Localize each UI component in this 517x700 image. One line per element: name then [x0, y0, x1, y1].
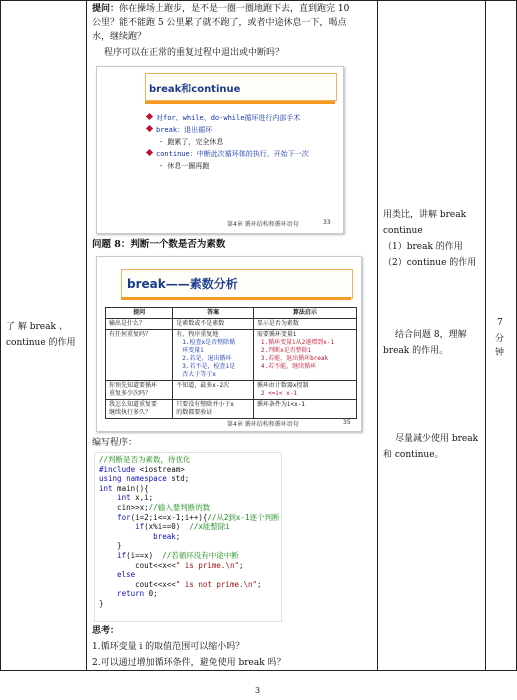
code-line: else [99, 570, 136, 580]
code-comment: //若循环没有中途中断 [162, 550, 239, 560]
code-block [94, 452, 282, 622]
cell-line: 循环由计数器x控制 [256, 382, 309, 389]
slide-2-title: break——素数分析 [127, 277, 238, 291]
code-line: for [99, 512, 131, 522]
activity-line-1: 用类比，讲解 break [383, 210, 467, 220]
think-question-2: 2.可以通过增加循环条件，避免使用 break 吗？ [92, 658, 286, 668]
slide-1-title: break和continue [149, 84, 241, 95]
cell: 不知道，最多x-2次 [173, 381, 254, 400]
slide-1-bullet-3: continue：中断此次循环体的执行，开始下一次 [147, 149, 309, 159]
cell [173, 330, 254, 381]
question-label: 提问： [92, 4, 120, 14]
code-line: if [99, 550, 127, 560]
code-line: //判断是否为素数，待优化 [99, 455, 191, 464]
slide-prime-analysis [96, 256, 362, 432]
cell-line: 的数都要验证 [176, 409, 213, 416]
col-divider-1 [86, 0, 87, 670]
cell-line: 1.检查x是否整除循 [182, 339, 236, 346]
code-line: } [99, 598, 104, 608]
question-8-heading: 问题 8：判断一个数是否为素数 [92, 239, 226, 250]
cell-line: 有，程序重复地 [176, 331, 219, 338]
cell [173, 400, 254, 419]
cell-line: 2.判断x是否整除i [260, 347, 312, 354]
cell: 显示是否为素数 [253, 319, 356, 330]
slide-title-underline [145, 101, 335, 104]
question-line-2: 公里？能不能跑 5 公里累了就不跑了，或者中途休息一下，喝点 [92, 18, 347, 28]
page-number: 3 [255, 686, 261, 695]
cell [106, 400, 173, 419]
cell-line: 需要循环变量i [256, 331, 297, 338]
slide-1-page: 33 [323, 219, 331, 226]
code-line: int [99, 483, 113, 493]
col-divider-3 [485, 0, 486, 670]
activity-line-2: continue [383, 226, 423, 236]
cell-line: 你预先知道要循环 [109, 382, 158, 389]
table-row [106, 400, 357, 419]
code-token: (x%i==0) [144, 522, 190, 532]
question-line-3: 水，继续跑？ [92, 32, 147, 42]
question-line-1: 你在操场上跑步，是不是一圈一圈地跑下去，直到跑完 10 [119, 4, 350, 14]
slide-1-footer: 第4章 循环结构和循环语句 [227, 221, 299, 228]
slide-2-title-underline [121, 297, 351, 300]
cell-line: 环变量i [182, 347, 204, 354]
code-line: cin>>x; [99, 502, 149, 512]
table-header-row [106, 308, 357, 319]
table-top-border [0, 0, 517, 1]
code-token: x,i; [130, 493, 154, 503]
activity-line-7: 尽量减少使用 break [395, 434, 479, 444]
code-line: if [99, 522, 145, 532]
code-line: } [99, 541, 122, 551]
cell-line: 2 <=i< x-1 [260, 390, 297, 397]
program-label: 编写程序： [92, 438, 138, 448]
code-token: ; [238, 560, 244, 570]
slide-1-bullet-1: 对for、while、do-while循环进行内部手术 [147, 113, 300, 123]
code-string: " is prime.\n" [175, 560, 239, 570]
table-left-border [0, 0, 1, 670]
header-algorithm: 算法启示 [253, 308, 356, 319]
code-token: std; [166, 474, 190, 484]
activity-line-5: 结合问题 8，理解 [395, 330, 467, 340]
time-unit-1: 分 [495, 334, 505, 344]
cell-line: 我怎么知道重复要 [109, 401, 158, 408]
col-divider-2 [377, 0, 378, 670]
code-line: using namespace [99, 474, 167, 484]
time-unit-2: 钟 [495, 348, 505, 358]
table-row [106, 319, 357, 330]
code-comment: //从2到x-1逐个判断 [207, 512, 280, 522]
code-line: cout<<x<< [99, 579, 176, 589]
think-label: 思考： [92, 626, 120, 636]
code-line: return [99, 589, 145, 599]
objective-line-2: continue 的作用 [6, 338, 76, 348]
slide-break-continue [96, 66, 344, 234]
cell: 输出是什么？ [106, 319, 173, 330]
time-number: 7 [497, 318, 503, 328]
code-comment: //输入要判断的数 [148, 502, 211, 512]
activity-line-4: （2）continue 的作用 [383, 258, 477, 268]
slide-1-bullet-2: break：退出循环 [147, 125, 212, 135]
cell-line: 重复多少次吗？ [109, 390, 152, 397]
slide-2-footer: 第4章 循环结构和循环语句 [227, 421, 299, 428]
cell-line: 只要没有整除并小于x [176, 401, 234, 408]
code-line: #include [99, 464, 140, 474]
think-question-1: 1.循环变量 i 的取值范围可以缩小吗？ [92, 642, 245, 652]
cell: 循环条件为i<x-1 [253, 400, 356, 419]
cell-line: 3.若能，退出循环break [260, 355, 329, 362]
code-token: main(){ [112, 483, 149, 493]
header-question: 提问 [106, 308, 173, 319]
cell-line: 3.若不是，检查i是 [182, 363, 236, 370]
cell [253, 330, 356, 381]
table-bottom-border [0, 670, 517, 671]
cell [253, 381, 356, 400]
cell: 是素数或不是素数 [173, 319, 254, 330]
cell-line: 2.若是，退出循环 [182, 355, 232, 362]
slide-1-sub-bullet-3: - 休息一圈再跑 [159, 162, 210, 170]
code-token: <iostream> [139, 464, 185, 474]
code-token: (i=2;i<=x-1;i++){ [130, 512, 208, 522]
activity-line-8: 和 continue。 [383, 450, 444, 460]
cell: 有任何重复吗？ [106, 330, 173, 381]
prime-analysis-table [105, 307, 357, 419]
cell-line: 继续执行多久？ [109, 409, 152, 416]
question-line-4: 程序可以在正常的重复过程中退出或中断吗？ [104, 48, 285, 58]
code-token: ; [257, 579, 262, 589]
code-comment: //x能整除i [189, 522, 230, 532]
code-token: 0; [144, 589, 158, 599]
cell-line: 1.循环变量i从2递增到x-1 [260, 339, 335, 346]
activity-line-6: break 的作用。 [383, 346, 449, 356]
cell [106, 381, 173, 400]
header-answer: 答案 [173, 308, 254, 319]
code-line: int [99, 493, 131, 503]
slide-1-sub-bullet-2: - 跑累了，完全休息 [159, 138, 224, 146]
code-token: ; [175, 531, 181, 541]
slide-2-page: 35 [343, 419, 351, 426]
code-string: " is not prime.\n" [175, 579, 258, 589]
table-row [106, 330, 357, 381]
code-line: cout<<x<< [99, 560, 176, 570]
code-line: break [99, 531, 176, 541]
objective-line-1: 了 解 break 、 [6, 322, 68, 332]
code-token: (i==x) [126, 550, 163, 560]
question-text [92, 2, 349, 16]
table-row [106, 381, 357, 400]
cell-line: 否大于等于x [182, 371, 216, 378]
activity-line-3: （1）break 的作用 [383, 242, 463, 252]
cell-line: 4.若不能，继续循环 [260, 363, 317, 370]
